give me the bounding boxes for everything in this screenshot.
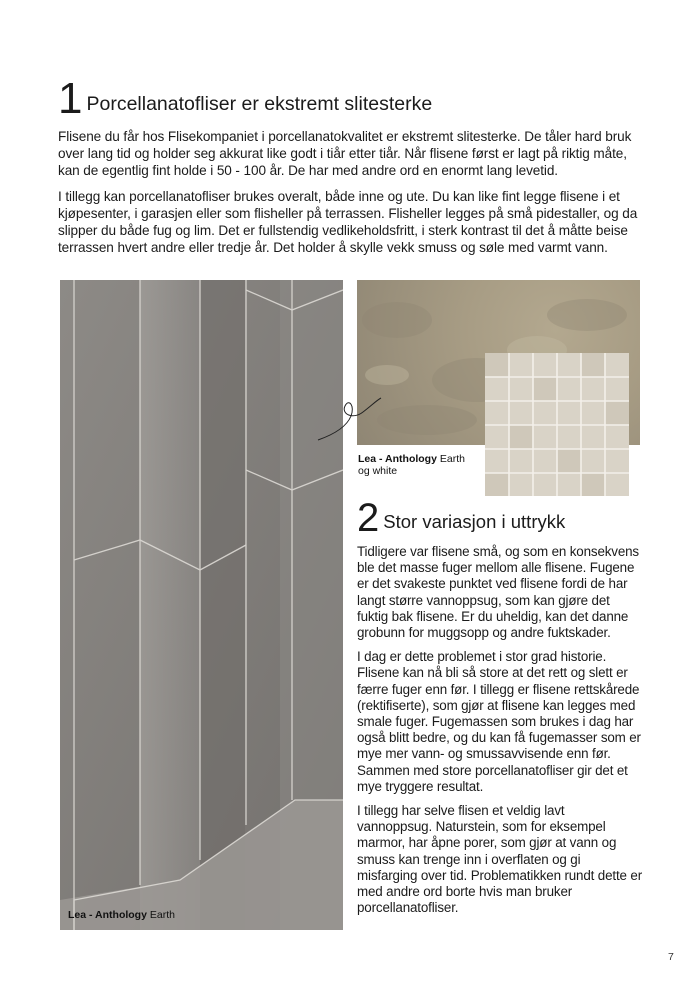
section-2-paragraph-3: I tillegg har selve flisen et veldig lavt vannoppsug. Naturstein, som for eksempel marmor, har åpne porer, som gjør at vann og smuss kan trenge inn i overflaten og gi misfarging over tid. Problematikken rundt dette er med andre ord borte hvis man bruker porcellanatofliser.	[357, 803, 643, 916]
page-number: 7	[668, 951, 674, 963]
section-2-heading	[357, 496, 642, 540]
mosaic-tile-sample	[485, 353, 629, 496]
main-photo-caption	[68, 909, 175, 921]
section-1-heading	[58, 74, 648, 123]
section-1-paragraph-1: Flisene du får hos Flisekompaniet i porcellanatokvalitet er ekstremt slitesterke. De tåler hard bruk over lang tid og holder seg akkurat like godt i tiår etter tiår. Når flisene først er lagt på riktig måte, kan de egentlig fint holde i 50 - 100 år. De har med andre ord en enormt lang levetid.	[58, 129, 632, 178]
small-caption-brand: Lea - Anthology	[358, 453, 437, 465]
main-caption-rest: Earth	[146, 909, 175, 921]
main-caption-brand: Lea - Anthology	[68, 909, 147, 921]
small-caption-rest: Earth og white	[358, 453, 465, 477]
section-2-title: Stor variasjon i uttrykk	[383, 511, 566, 532]
section-2-paragraph-1: Tidligere var flisene små, og som en konsekvens ble det masse fuger mellom alle flisene. Fugene er det svakeste punktet ved flisene fordi de har langt større vannoppsug, som kan gjøre det fuktig bak flisene. Er du uheldig, kan det danne grobunn for muggsopp og andre fuktskader.	[357, 544, 639, 641]
mosaic-grid	[485, 353, 629, 496]
small-photo-caption	[358, 453, 478, 477]
section-2	[357, 496, 643, 924]
section-1-title: Porcellanatofliser er ekstremt slitesterke	[86, 93, 433, 115]
section-2-paragraph-2: I dag er dette problemet i stor grad historie. Flisene kan nå bli så store at det rett og slett er færre fuger enn før. I tillegg er flisene rettskårede (rektifiserte), som gjør at flisene kan legges med smale fuger. Fugemassen som brukes i dag har også blitt bedre, og du kan få fugemasser som er mye mer vann- og smussavvisende enn før. Sammen med store porcellanatofliser gir det et mye tryggere resultat.	[357, 649, 641, 794]
section-2-number: 2	[357, 496, 380, 540]
section-1-number: 1	[58, 74, 83, 123]
section-1-paragraph-2: I tillegg kan porcellanatofliser brukes overalt, både inne og ute. Du kan like fint legge flisene i et kjøpesenter, i garasjen eller som flisheller på terrassen. Flisheller legges på små pidestaller, og da slipper du både fug og lim. Det er fullstendig vedlikeholdsfritt, i sterk kontrast til det å måtte beise terrassen hvert andre eller tredje år. Det holder å skylle vekk smuss og søle med varmt vann.	[58, 189, 638, 255]
tile-wall-photo	[60, 280, 343, 930]
tile-wall-illustration	[60, 280, 343, 930]
section-1	[58, 74, 648, 265]
decorative-squiggle	[315, 390, 385, 445]
